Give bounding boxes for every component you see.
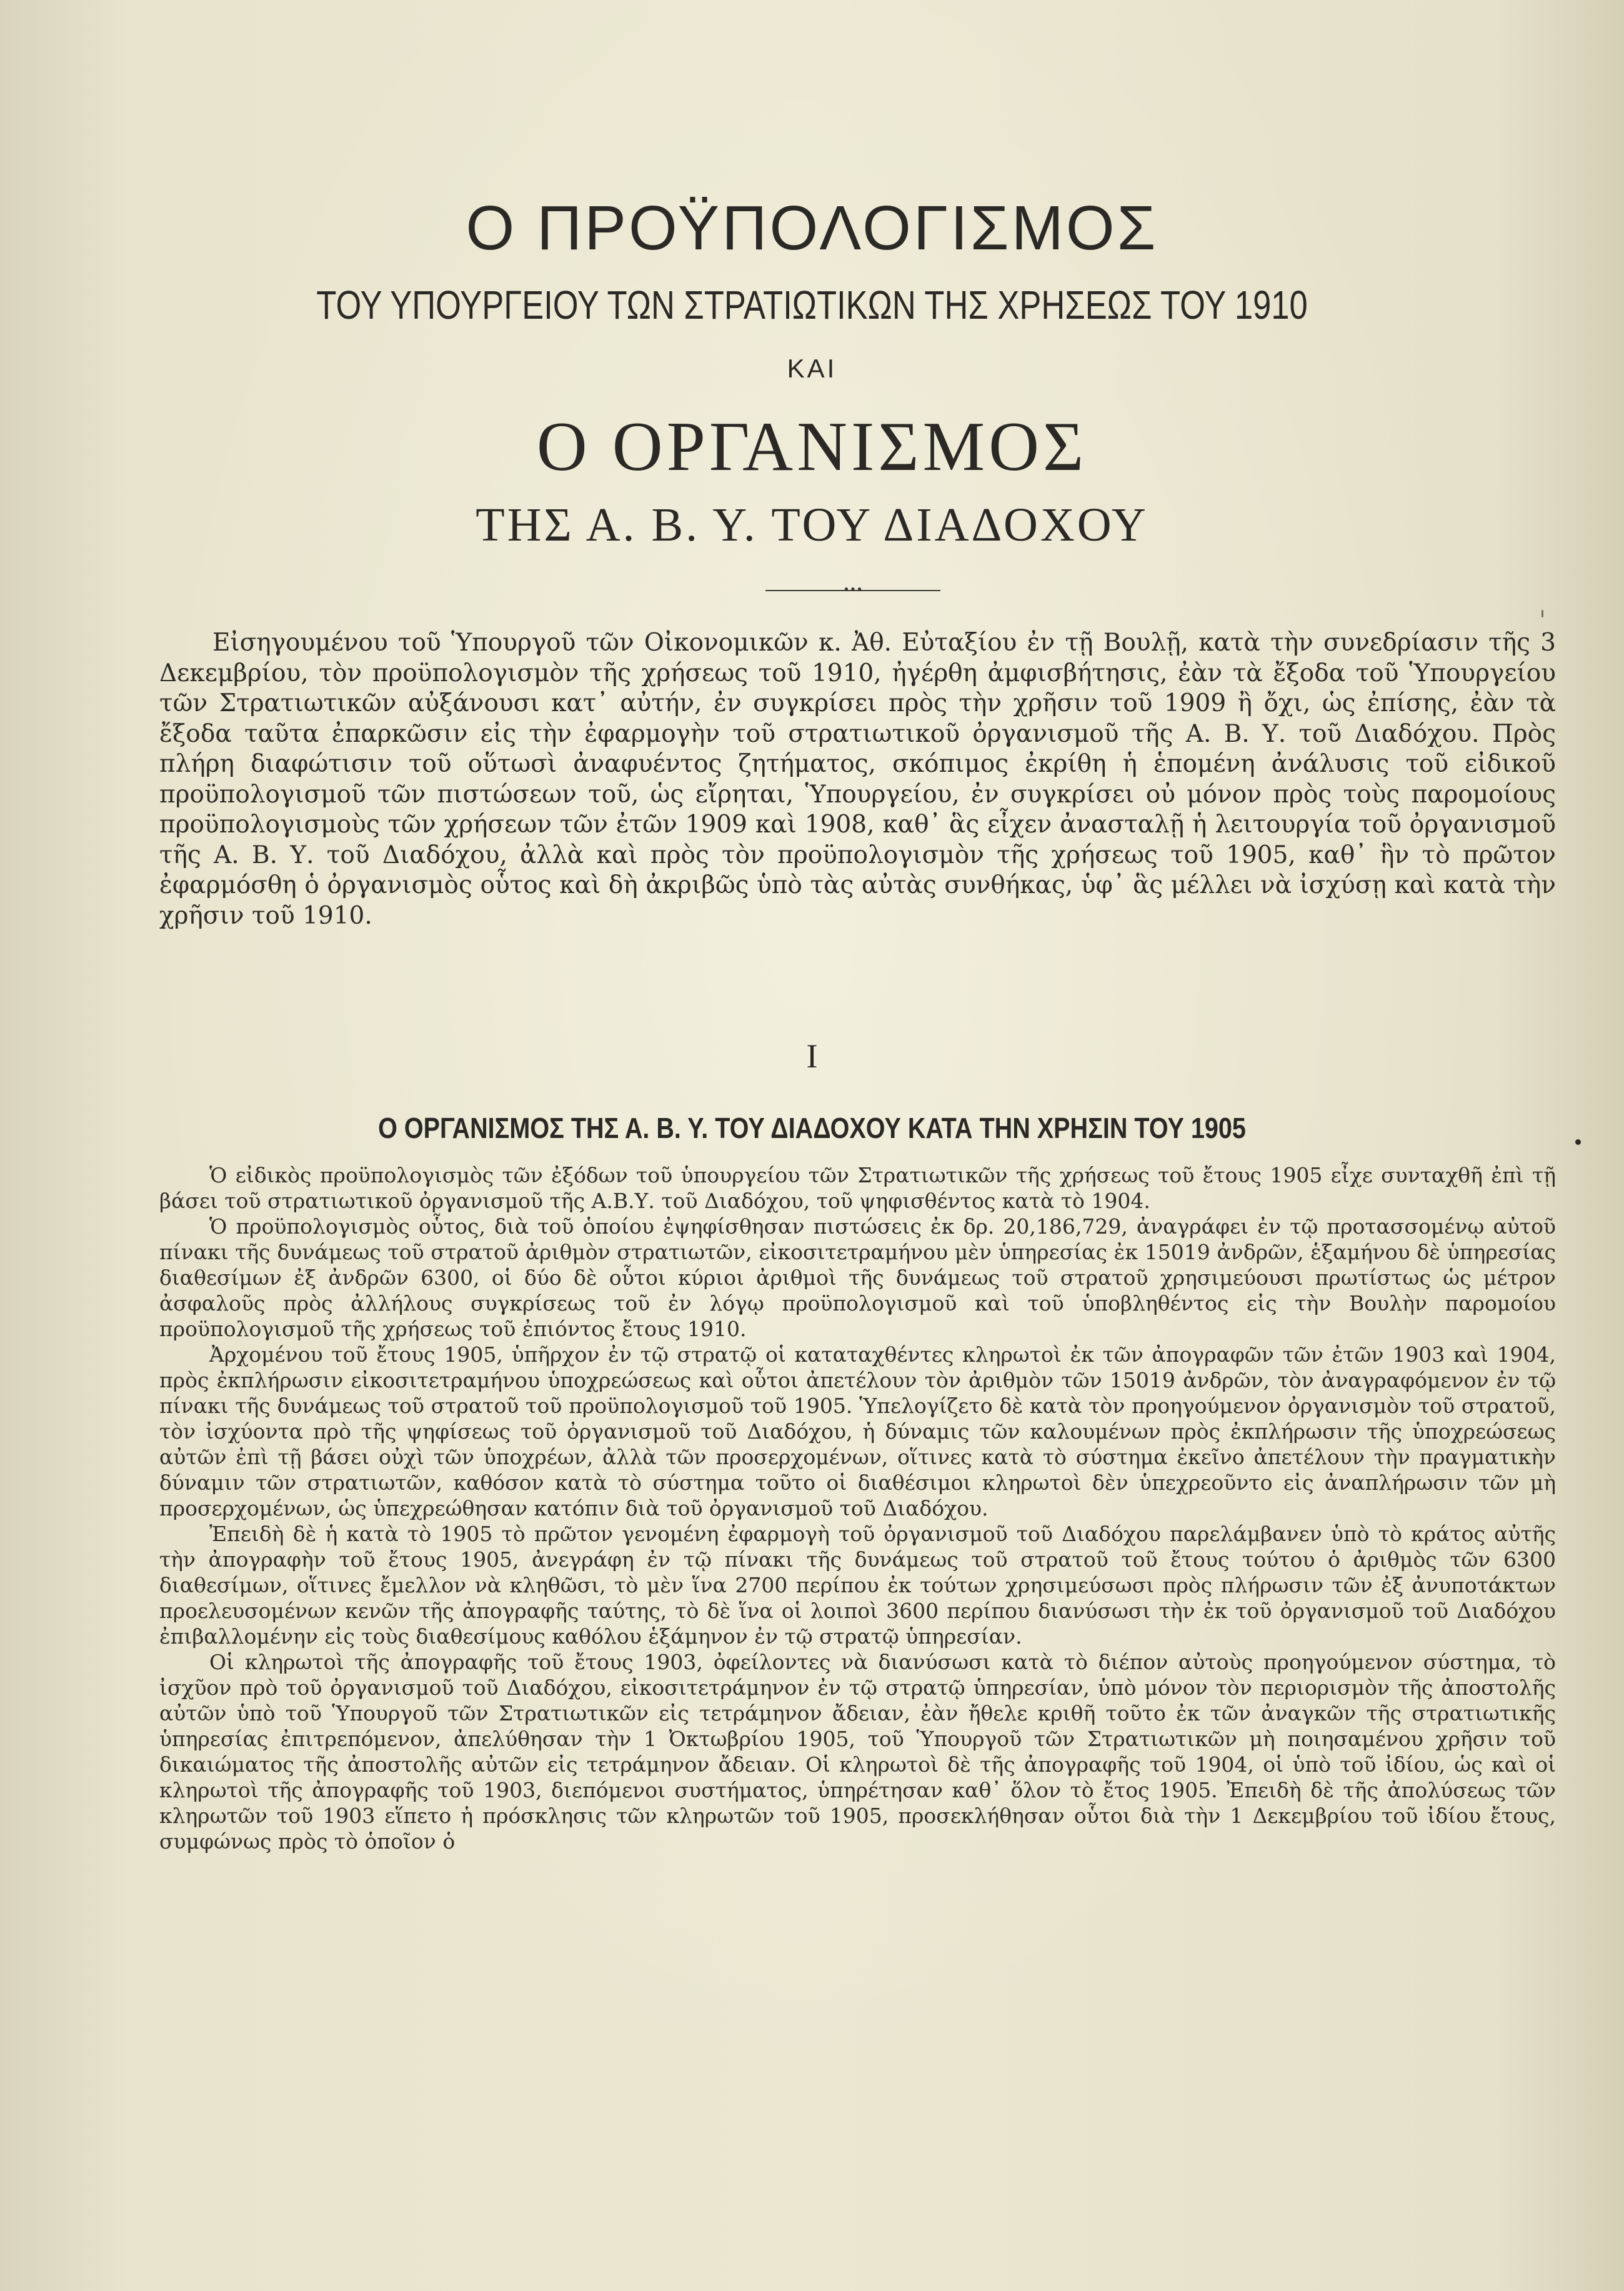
section-heading: Ο ΟΡΓΑΝΙΣΜΟΣ ΤΗΣ Α. Β. Υ. ΤΟΥ ΔΙΑΔΟΧΟΥ ΚΑΤΑ ΤΗΝ ΧΡΗΣΙΝ ΤΟΥ 1905: [378, 1112, 1246, 1144]
intro-paragraph: Εἰσηγουμένου τοῦ Ὑπουργοῦ τῶν Οἰκονομικῶν κ. Ἀθ. Εὐταξίου ἐν τῇ Βουλῇ, κατὰ τὴν συνεδρίασιν τῆς 3 Δεκεμβρίου, τὸν προϋπολογισμὸν τῆς χρήσεως τοῦ 1910, ἠγέρθη ἀμφισβήτησις, ἐὰν τὰ ἔξοδα τοῦ Ὑπουργείου τῶν Στρατιωτικῶν αὐξάνουσι κατ᾽ αὐτήν, ἐν συγκρίσει πρὸς τὴν χρῆσιν τοῦ 1909 ἢ ὄχι, ὡς ἐπίσης, ἐὰν τὰ ἔξοδα ταῦτα ἐπαρκῶσιν εἰς τὴν ἐφαρμογὴν τοῦ στρατιωτικοῦ ὀργανισμοῦ τῆς Α. Β. Υ. τοῦ Διαδόχου. Πρὸς πλήρη διαφώτισιν τοῦ οὕτωσὶ ἀναφυέντος ζητήματος, σκόπιμος ἐκρίθη ἡ ἑπομένη ἀνάλυσις τοῦ εἰδικοῦ προϋπολογισμοῦ τῶν πιστώσεων τοῦ, ὡς εἴρηται, Ὑπουργείου, ἐν συγκρίσει οὐ μόνον πρὸς τοὺς παρομοίους προϋπολογισμοὺς τῶν χρήσεων τῶν ἐτῶν 1909 καὶ 1908, καθ᾽ ἃς εἶχεν ἀνασταλῇ ἡ λειτουργία τοῦ ὀργανισμοῦ τῆς Α. Β. Υ. τοῦ Διαδόχου, ἀλλὰ καὶ πρὸς τὸν προϋπολογισμὸν τῆς χρήσεως τοῦ 1905, καθ᾽ ἣν τὸ πρῶτον ἐφαρμόσθη ὁ ὀργανισμὸς οὗτος καὶ δὴ ἀκριβῶς ὑπὸ τὰς αὐτὰς συνθήκας, ὑφ᾽ ἃς μέλλει νὰ ἰσχύσῃ καὶ κατὰ τὴν χρῆσιν τοῦ 1910.: [159, 629, 1556, 930]
document-title-secondary: Ο ΟΡΓΑΝΙΣΜΟΣ: [536, 408, 1088, 486]
section-number: I: [806, 1037, 818, 1075]
body-paragraph: Ἐπειδὴ δὲ ἡ κατὰ τὸ 1905 τὸ πρῶτον γενομένη ἐφαρμογὴ τοῦ ὀργανισμοῦ τοῦ Διαδόχου παρελάμβανεν ὑπὸ τὸ κράτος αὐτῆς τὴν ἀπογραφὴν τοῦ ἔτους 1905, ἀνεγράφη ἐν τῷ πίνακι τῆς δυνάμεως τοῦ στρατοῦ τοῦ ἔτους τούτου ὁ ἀριθμὸς τῶν 6300 διαθεσίμων, οἵτινες ἔμελλον νὰ κληθῶσι, τὸ μὲν ἵνα 2700 περίπου ἐκ τούτων χρησιμεύσωσι πρὸς πλήρωσιν τῶν ἐξ ἀνυποτάκτων προελευσομένων κενῶν τῆς ἀπογραφῆς ταύτης, τὸ δὲ ἵνα οἱ λοιποὶ 3600 περίπου διανύσωσι τὴν ἐκ τοῦ ὀργανισμοῦ τοῦ Διαδόχου ἐπιβαλλομένην εἰς τοὺς διαθεσίμους καθόλου ἑξάμηνον ἐν τῷ στρατῷ ὑπηρεσίαν.: [159, 1522, 1556, 1649]
body-paragraph: Ἀρχομένου τοῦ ἔτους 1905, ὑπῆρχον ἐν τῷ στρατῷ οἱ καταταχθέντες κληρωτοὶ ἐκ τῶν ἀπογραφῶν τῶν ἐτῶν 1903 καὶ 1904, πρὸς ἐκπλήρωσιν εἰκοσιτετραμήνου ὑποχρεώσεως καὶ οὗτοι ἀπετέλουν τὸν ἀριθμὸν τῶν 15019 ἀνδρῶν, τὸν ἀναγραφόμενον ἐν τῷ πίνακι τῆς δυνάμεως τοῦ στρατοῦ τοῦ προϋπολογισμοῦ τοῦ 1905. Ὑπελογίζετο δὲ κατὰ τὸν προηγούμενον ὀργανισμὸν τοῦ στρατοῦ, τὸν ἰσχύοντα πρὸ τῆς ψηφίσεως τοῦ ὀργανισμοῦ τοῦ Διαδόχου, ἡ δύναμις τῶν καλουμένων πρὸς ἐκπλήρωσιν τῆς ὑποχρεώσεως αὐτῶν ἐπὶ τῇ βάσει οὐχὶ τῶν ὑποχρέων, ἀλλὰ τῶν προσερχομένων, οἵτινες κατὰ τὸ σύστημα ἐκεῖνο ἀπετέλουν τὴν πραγματικὴν δύναμιν τῶν στρατιωτῶν, καθόσον κατὰ τὸ σύστημα τοῦτο οἱ διαθέσιμοι κληρωτοὶ δὲν ὑπεχρεοῦντο εἰς ἀναπλήρωσιν τῶν μὴ προσερχομένων, ὡς ὑπεχρεώθησαν κατόπιν διὰ τοῦ ὀργανισμοῦ τοῦ Διαδόχου.: [159, 1342, 1556, 1520]
document-subtitle-secondary: ΤΗΣ Α. Β. Υ. ΤΟΥ ΔΙΑΔΟΧΟΥ: [476, 499, 1148, 551]
divider-ornament: •••: [843, 583, 863, 596]
document-title: Ο ΠΡΟΫΠΟΛΟΓΙΣΜΟΣ: [466, 193, 1158, 263]
document-subtitle: ΤΟΥ ΥΠΟΥΡΓΕΙΟΥ ΤΩΝ ΣΤΡΑΤΙΩΤΙΚΩΝ ΤΗΣ ΧΡΗΣΕΩΣ ΤΟΥ 1910: [316, 282, 1308, 327]
ink-speck: [1575, 1139, 1581, 1145]
title-conjunction: ΚΑΙ: [787, 354, 837, 383]
body-paragraph: Ὁ προϋπολογισμὸς οὗτος, διὰ τοῦ ὁποίου ἐψηφίσθησαν πιστώσεις ἐκ δρ. 20,186,729, ἀναγράφει ἐν τῷ προτασσομένῳ αὐτοῦ πίνακι τῆς δυνάμεως τοῦ στρατοῦ ἀριθμὸν στρατιωτῶν, εἰκοσιτετραμήνου μὲν ὑπηρεσίας ἐκ 15019 ἀνδρῶν, ἑξαμήνου δὲ ὑπηρεσίας διαθεσίμων ἐξ ἀνδρῶν 6300, οἱ δύο δὲ οὗτοι κύριοι ἀριθμοὶ τῆς δυνάμεως τοῦ στρατοῦ χρησιμεύουσι πρωτίστως ὡς μέτρον ἀσφαλοῦς πρὸς ἀλλήλους συγκρίσεως τοῦ ἐν λόγῳ προϋπολογισμοῦ καὶ τοῦ ὑποβληθέντος εἰς τὴν Βουλὴν παρομοίου προϋπολογισμοῦ τῆς χρήσεως τοῦ ἐπιόντος ἔτους 1910.: [159, 1214, 1556, 1341]
body-paragraph: Ὁ εἰδικὸς προϋπολογισμὸς τῶν ἐξόδων τοῦ ὑπουργείου τῶν Στρατιωτικῶν τῆς χρήσεως τοῦ ἔτους 1905 εἶχε συνταχθῆ ἐπὶ τῇ βάσει τοῦ στρατιωτικοῦ ὀργανισμοῦ τῆς Α.Β.Υ. τοῦ Διαδόχου, τοῦ ψηφισθέντος κατὰ τὸ 1904.: [159, 1163, 1556, 1213]
ink-speck: [1542, 610, 1543, 617]
section-body: [159, 1162, 1556, 1854]
body-paragraph: Οἱ κληρωτοὶ τῆς ἀπογραφῆς τοῦ ἔτους 1903, ὀφείλοντες νὰ διανύσωσι κατὰ τὸ διέπον αὐτοὺς προηγούμενον σύστημα, τὸ ἰσχῦον πρὸ τοῦ ὀργανισμοῦ τοῦ Διαδόχου, εἰκοσιτετράμηνον ἐν τῷ στρατῷ ὑπηρεσίαν, ὑπὸ μόνον τὸν περιορισμὸν τῆς ἀποστολῆς αὐτῶν ὑπὸ τοῦ Ὑπουργοῦ τῶν Στρατιωτικῶν εἰς τετράμηνον ἄδειαν, ἐὰν ἤθελε κριθῆ τοῦτο ἐκ τῶν ἀναγκῶν τῆς στρατιωτικῆς ὑπηρεσίας ἐπιτρεπόμενον, ἀπελύθησαν τὴν 1 Ὀκτωβρίου 1905, τοῦ Ὑπουργοῦ τῶν Στρατιωτικῶν μὴ ποιησαμένου χρῆσιν τοῦ δικαιώματος τῆς ἀποστολῆς αὐτῶν εἰς τετράμηνον ἄδειαν. Οἱ κληρωτοὶ δὲ τῆς ἀπογραφῆς τοῦ 1904, οἱ ὑπὸ τοῦ ἰδίου, ὡς καὶ οἱ κληρωτοὶ τῆς ἀπογραφῆς τοῦ 1903, διεπόμενοι συστήματος, ὑπηρέτησαν καθ᾽ ὅλον τὸ ἔτος 1905. Ἐπειδὴ δὲ τῆς ἀπολύσεως τῶν κληρωτῶν τοῦ 1903 εἵπετο ἡ πρόσκλησις τῶν κληρωτῶν τοῦ 1905, προσεκλήθησαν οὗτοι διὰ τὴν 1 Δεκεμβρίου τοῦ ἰδίου ἔτους, συμφώνως πρὸς τὸ ὁποῖον ὁ: [159, 1650, 1556, 1854]
